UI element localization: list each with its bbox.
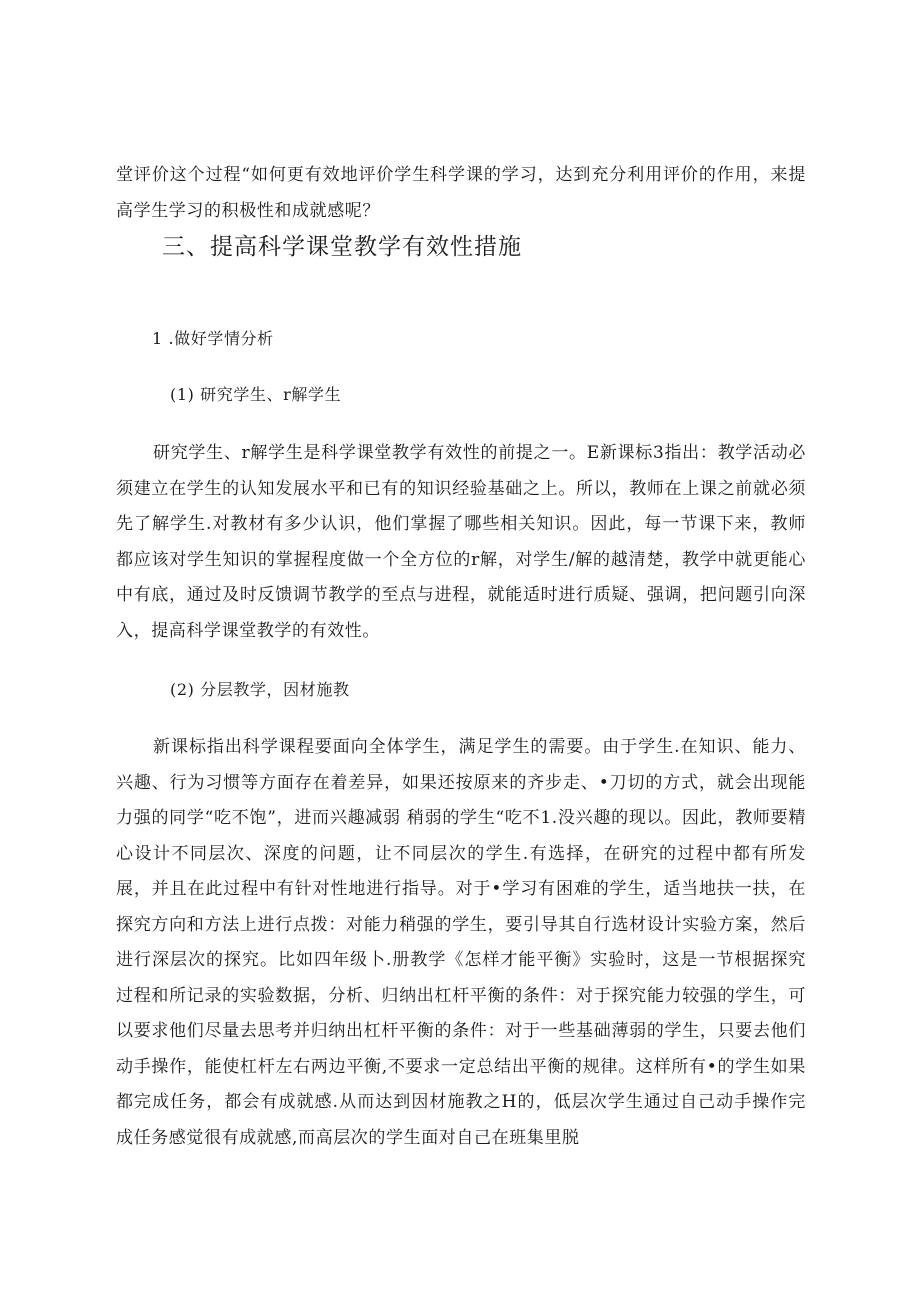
item-2-paragraph: 新课标指出科学课程要面向全体学生，满足学生的需要。由于学生.在知识、能力、兴趣、行为习惯等方面存在着差异，如果还按原来的齐步走、•刀切的方式，就会出现能力强的同学“吃不饱”，进而兴趣减弱 稍弱的学生“吃不1.没兴趣的现以。因此，教师要精心设计不同层次、深度的问题，让不同层次的学生.有选择，在研究的过程中都有所发展，并且在此过程中有针对性地进行指导。对于•学习有困难的学生，适当地扶一扶，在探究方向和方法上进行点拨：对能力稍强的学生，要引导其自行选材设计实验方案，然后进行深层次的探究。比如四年级卜.册教学《怎样才能平衡》实验时，这是一节根据探究过程和所记录的实验数据，分析、归纳出杠杆平衡的条件：对于探究能力较强的学生，可以要求他们尽量去思考并归纳出杠杆平衡的条件：对于一些基础薄弱的学生，只要去他们动手操作，能使杠杆左右两边平衡,不要求一定总结出平衡的规律。这样所有•的学生如果都完成任务，都会有成就感.从而达到因材施教之H的，低层次学生通过自己动手操作完成任务感觉很有成就感,而高层次的学生面对自己在班集里脱 bbox=[116, 737, 806, 1148]
section-heading: 三、提高科学课堂教学有效性措施 bbox=[162, 234, 522, 260]
item-1-paragraph: 研究学生、r解学生是科学课堂教学有效性的前提之一。E新课标3指出：教学活动必须建立在学生的认知发展水平和已有的知识经验基础之上。所以，教师在上课之前就必须先了解学生.对教材有多少认识，他们掌握了哪些相关知识。因此，每一节课下来，教师都应该对学生知识的掌握程度做一个全方位的r解，对学生/解的越清楚，教学中就更能心中有底，通过及时反馈调节教学的至点与进程，就能适时进行质疑、强调，把问题引向深入，提高科学课堂教学的有效性。 bbox=[116, 443, 806, 641]
subsection-heading: 1 .做好学情分析 bbox=[152, 329, 274, 348]
item-1-heading: (1) 研究学生、r解学生 bbox=[170, 385, 342, 404]
intro-paragraph: 堂评价这个过程“如何更有效地评价学生科学课的学习，达到充分利用评价的作用，来提高学生学习的积极性和成就感呢？ bbox=[116, 165, 806, 221]
item-2-heading: (2) 分层教学，因材施教 bbox=[170, 680, 350, 699]
